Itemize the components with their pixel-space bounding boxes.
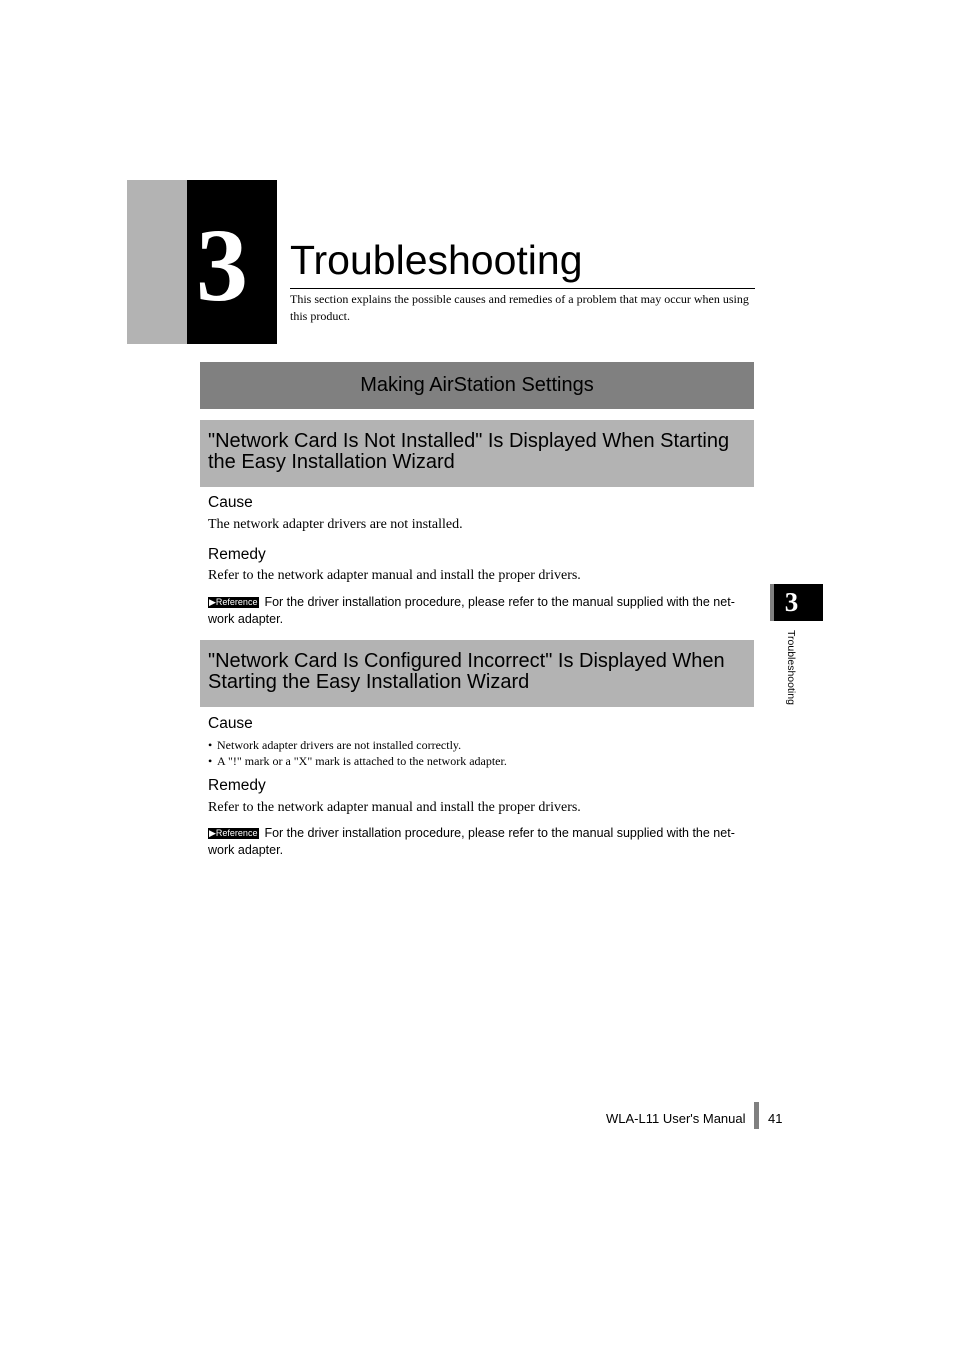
remedy-text: Refer to the network adapter manual and install the proper drivers. [208, 568, 581, 583]
cause-list [208, 737, 754, 769]
topic-heading [200, 640, 754, 707]
page-number: 41 [768, 1111, 783, 1126]
topic-heading-line: the Easy Installation Wizard [208, 451, 455, 473]
footer-manual-title: WLA-L11 User's Manual [606, 1111, 746, 1126]
remedy-label: Remedy [208, 546, 266, 563]
reference-badge [208, 828, 259, 839]
topic-heading-line: "Network Card Is Configured Incorrect" Is Displayed When [208, 650, 725, 672]
list-item: • Network adapter drivers are not installed correctly. [208, 737, 754, 753]
play-arrow-icon: ▶ [209, 828, 216, 838]
reference-note [208, 825, 754, 858]
reference-text: For the driver installation procedure, please refer to the manual supplied with the net-work adapter. [208, 595, 735, 626]
reference-badge-label: Reference [215, 597, 258, 607]
chapter-intro: This section explains the possible causes and remedies of a problem that may occur when using this product. [290, 292, 749, 323]
topic-heading [200, 420, 754, 487]
topic-heading-line: Starting the Easy Installation Wizard [208, 671, 530, 693]
side-tab-number: 3 [784, 587, 799, 617]
side-tab-label: Troubleshooting [785, 630, 797, 705]
reference-badge [208, 597, 259, 608]
chapter-number: 3 [196, 208, 248, 323]
cause-label: Cause [208, 494, 253, 511]
chapter-gray-band [127, 180, 187, 344]
play-arrow-icon: ▶ [209, 597, 216, 607]
chapter-title-rule [290, 288, 755, 289]
reference-note [208, 594, 754, 627]
reference-badge-label: Reference [215, 828, 258, 838]
section-title: Making AirStation Settings [360, 374, 594, 396]
remedy-text: Refer to the network adapter manual and install the proper drivers. [208, 800, 581, 815]
reference-text: For the driver installation procedure, please refer to the manual supplied with the net-work adapter. [208, 826, 735, 857]
topic-heading-line: "Network Card Is Not Installed" Is Displayed When Starting [208, 430, 730, 452]
footer-divider [754, 1102, 759, 1129]
list-item: • A "!" mark or a "X" mark is attached to the network adapter. [208, 753, 754, 769]
cause-label: Cause [208, 715, 253, 732]
remedy-label: Remedy [208, 777, 266, 794]
cause-text: The network adapter drivers are not installed. [208, 517, 463, 532]
chapter-title: Troubleshooting [290, 237, 583, 283]
section-bar [200, 362, 754, 409]
